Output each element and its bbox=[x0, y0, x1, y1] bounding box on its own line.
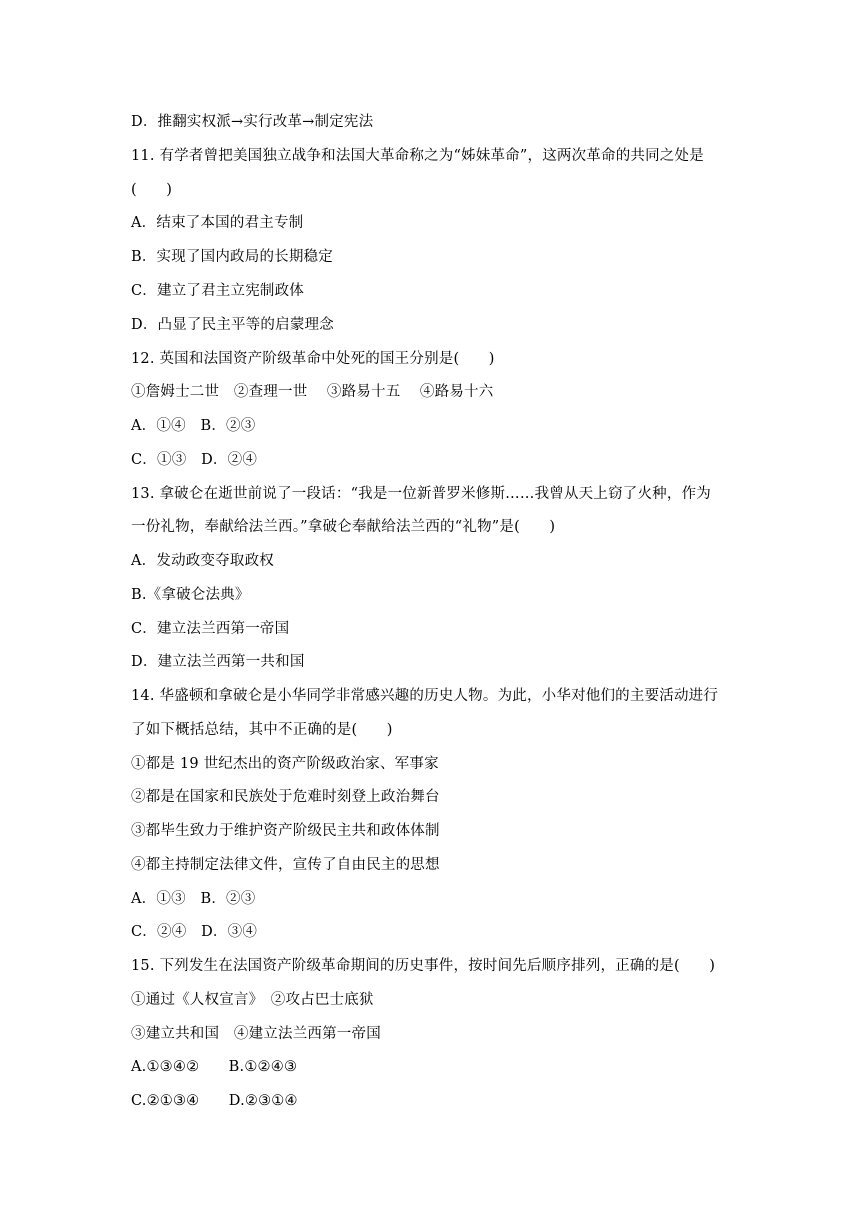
q12-options-cd: C．①③ D．②④ bbox=[131, 452, 258, 468]
q14-item-1: ①都是 19 世纪杰出的资产阶级政治家、军事家 bbox=[131, 756, 439, 772]
q14-options-cd: C．②④ D．③④ bbox=[131, 924, 258, 940]
q10-option-d: D．推翻实权派→实行改革→制定宪法 bbox=[131, 114, 374, 130]
q14-stem-line-2: 了如下概括总结，其中不正确的是( ) bbox=[131, 722, 393, 738]
q11-stem-line-2: ( ) bbox=[131, 182, 173, 198]
q13-option-a: A．发动政变夺取政权 bbox=[131, 553, 274, 569]
q15-items-3-4: ③建立共和国 ④建立法兰西第一帝国 bbox=[131, 1026, 381, 1042]
q15-stem: 15. 下列发生在法国资产阶级革命期间的历史事件，按时间先后顺序排列，正确的是( ) bbox=[131, 958, 716, 974]
q11-option-d: D．凸显了民主平等的启蒙理念 bbox=[131, 317, 334, 333]
q13-stem-line-2: 一份礼物，奉献给法兰西。”拿破仑奉献给法兰西的“礼物”是( ) bbox=[131, 519, 556, 535]
q12-options-ab: A．①④ B．②③ bbox=[131, 418, 256, 434]
q14-stem-line-1: 14. 华盛顿和拿破仑是小华同学非常感兴趣的历史人物。为此，小华对他们的主要活动进行 bbox=[131, 688, 719, 704]
q11-option-b: B．实现了国内政局的长期稳定 bbox=[131, 249, 333, 265]
q15-options-ab: A.①③④② B.①②④③ bbox=[131, 1059, 298, 1075]
q14-options-ab: A．①③ B．②③ bbox=[131, 891, 256, 907]
q13-option-b: B.《拿破仑法典》 bbox=[131, 587, 250, 603]
q13-option-d: D．建立法兰西第一共和国 bbox=[131, 654, 305, 670]
q11-option-c: C．建立了君主立宪制政体 bbox=[131, 283, 304, 299]
q14-item-4: ④都主持制定法律文件，宣传了自由民主的思想 bbox=[131, 857, 440, 873]
q11-stem-line-1: 11. 有学者曾把美国独立战争和法国大革命称之为“姊妹革命”，这两次革命的共同之处是 bbox=[131, 148, 704, 164]
q12-stem: 12. 英国和法国资产阶级革命中处死的国王分别是( ) bbox=[131, 351, 495, 367]
q14-item-3: ③都毕生致力于维护资产阶级民主共和政体体制 bbox=[131, 823, 440, 839]
q11-option-a: A．结束了本国的君主专制 bbox=[131, 215, 304, 231]
q14-item-2: ②都是在国家和民族处于危难时刻登上政治舞台 bbox=[131, 789, 440, 805]
q15-options-cd: C.②①③④ D.②③①④ bbox=[131, 1093, 298, 1109]
q12-items: ①詹姆士二世 ②查理一世 ③路易十五 ④路易十六 bbox=[131, 384, 494, 400]
q13-option-c: C．建立法兰西第一帝国 bbox=[131, 621, 290, 637]
q15-items-1-2: ①通过《人权宣言》 ②攻占巴士底狱 bbox=[131, 992, 374, 1008]
q13-stem-line-1: 13. 拿破仑在逝世前说了一段话：“我是一位新普罗米修斯……我曾从天上窃了火种，作为 bbox=[131, 486, 711, 502]
